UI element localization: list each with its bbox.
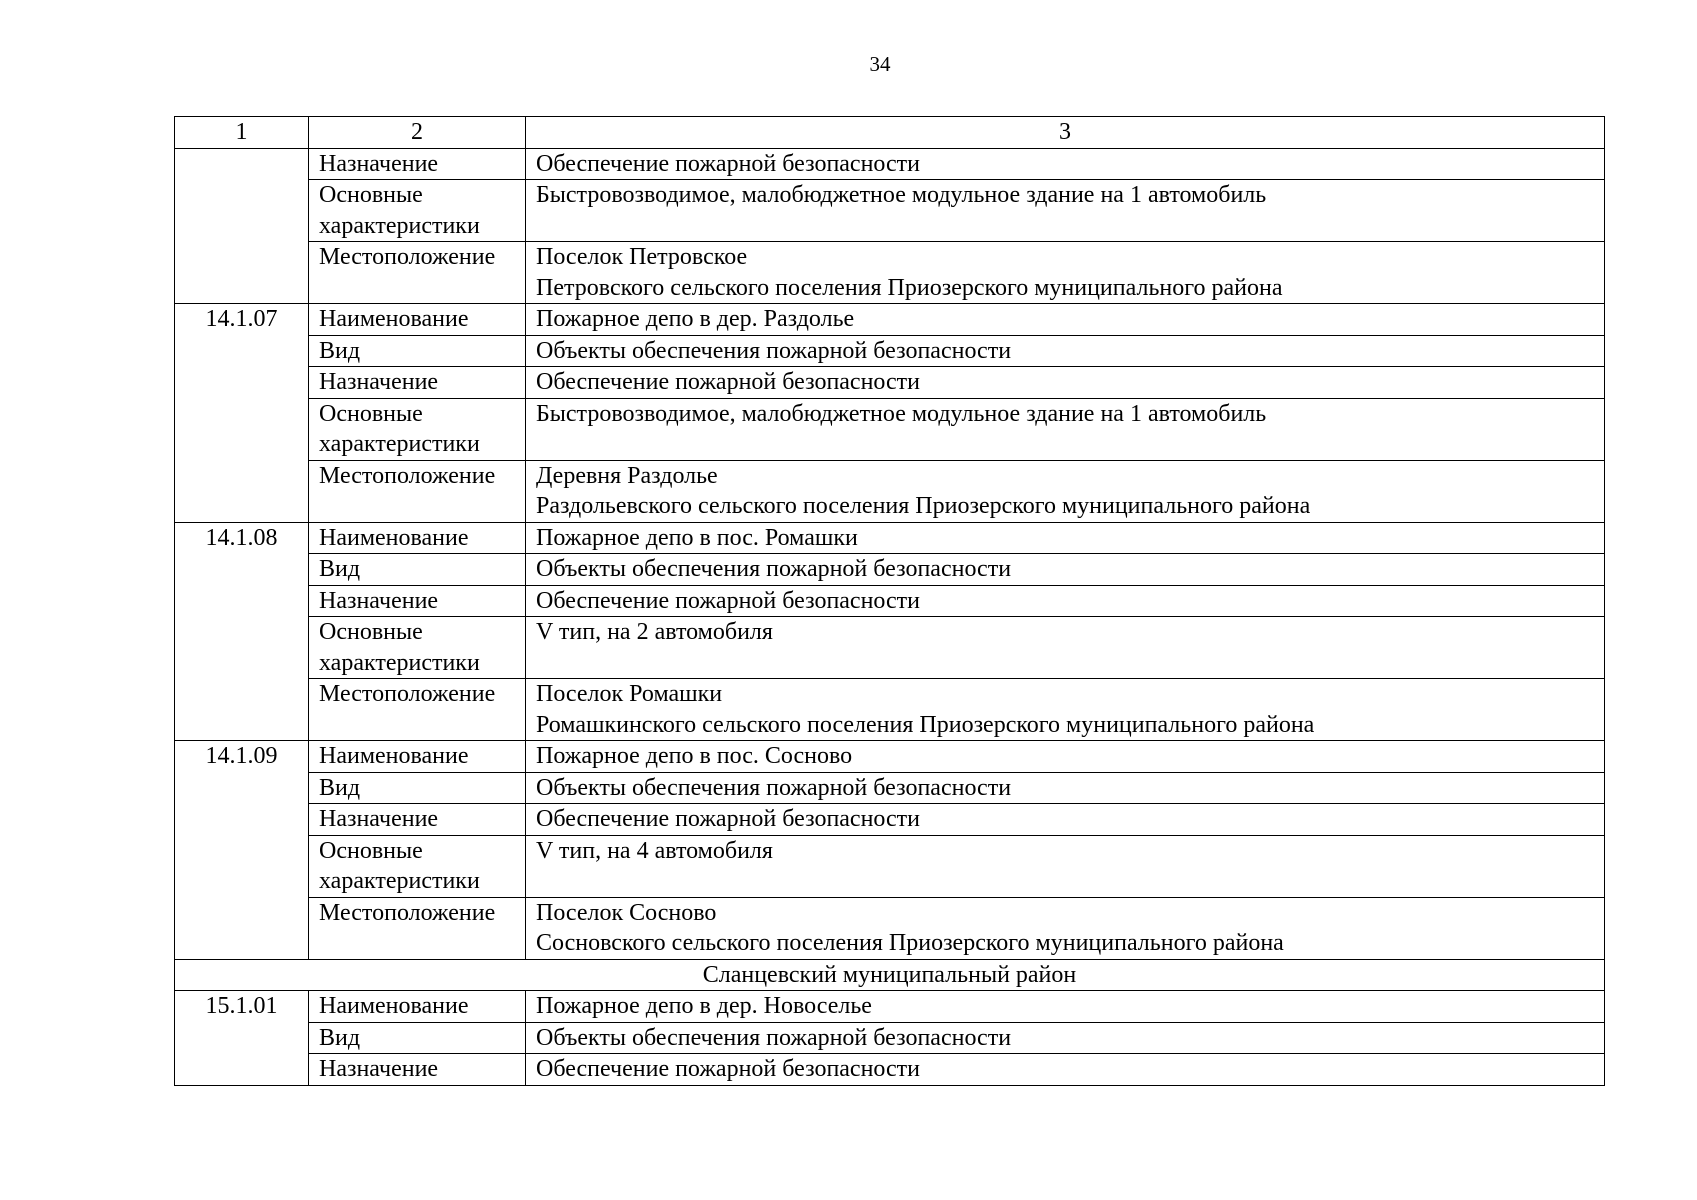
table-row	[175, 242, 1605, 304]
table-row	[175, 617, 1605, 679]
row-label: Наименование	[309, 304, 526, 336]
row-value-line: Быстровозводимое, малобюджетное модульное здание на 1 автомобиль	[536, 182, 1267, 208]
row-value	[526, 1054, 1605, 1086]
row-value	[526, 554, 1605, 586]
row-label: Наименование	[309, 991, 526, 1023]
facilities-table	[174, 116, 1605, 1086]
row-value-line: Сосновского сельского поселения Приозерского муниципального района	[536, 930, 1284, 956]
table-row	[175, 772, 1605, 804]
row-value	[526, 148, 1605, 180]
row-value	[526, 398, 1605, 460]
row-value	[526, 679, 1605, 741]
row-value	[526, 617, 1605, 679]
row-label: Местоположение	[309, 897, 526, 959]
table-row	[175, 335, 1605, 367]
row-label-line: характеристики	[319, 649, 480, 676]
row-value	[526, 772, 1605, 804]
page-number: 34	[869, 52, 891, 76]
row-value	[526, 522, 1605, 554]
row-label-line: характеристики	[319, 868, 480, 894]
row-value-line: Ромашкинского сельского поселения Приозерского муниципального района	[536, 711, 1315, 738]
row-value	[526, 741, 1605, 773]
table-row	[175, 180, 1605, 242]
table-row	[175, 148, 1605, 180]
row-value-line: Деревня Раздолье	[536, 462, 718, 489]
row-value	[526, 180, 1605, 242]
row-value-line: Обеспечение пожарной безопасности	[536, 150, 921, 177]
row-value-line: Объекты обеспечения пожарной безопасности	[536, 337, 1012, 364]
row-label: Назначение	[309, 585, 526, 617]
table-row	[175, 460, 1605, 522]
row-label: Вид	[309, 1022, 526, 1054]
row-value-line: Объекты обеспечения пожарной безопасности	[536, 774, 1012, 801]
row-value-line: V тип, на 4 автомобиля	[536, 837, 773, 864]
row-label: Местоположение	[309, 242, 526, 304]
entry-number: 14.1.08	[175, 522, 309, 741]
row-value-line: Пожарное депо в дер. Новоселье	[536, 993, 872, 1019]
row-label-line: Основные	[319, 182, 423, 208]
section-row	[175, 959, 1605, 991]
row-value-line: Поселок Сосново	[536, 899, 717, 926]
row-label: Назначение	[309, 148, 526, 180]
row-value-line: Обеспечение пожарной безопасности	[536, 587, 921, 614]
table-row	[175, 1054, 1605, 1086]
row-label-line: Основные	[319, 400, 423, 427]
table-row	[175, 522, 1605, 554]
table-row	[175, 304, 1605, 336]
row-value	[526, 804, 1605, 836]
row-value-line: Обеспечение пожарной безопасности	[536, 806, 921, 832]
row-value-line: Раздольевского сельского поселения Приозерского муниципального района	[536, 493, 1311, 519]
row-value	[526, 585, 1605, 617]
entry-number	[175, 148, 309, 304]
row-value-line: Петровского сельского поселения Приозерского муниципального района	[536, 274, 1283, 301]
row-value	[526, 242, 1605, 304]
table-row	[175, 679, 1605, 741]
table-row	[175, 991, 1605, 1023]
row-value-line: Поселок Петровское	[536, 244, 748, 270]
entry-number: 14.1.09	[175, 741, 309, 960]
column-number-1: 1	[175, 117, 309, 149]
row-label: Назначение	[309, 1054, 526, 1086]
row-value-line: Объекты обеспечения пожарной безопасности	[536, 556, 1012, 582]
table-row	[175, 398, 1605, 460]
section-title: Сланцевский муниципальный район	[175, 959, 1605, 991]
entry-number: 14.1.07	[175, 304, 309, 523]
table-body	[175, 117, 1605, 1086]
row-label	[309, 835, 526, 897]
row-value-line: Обеспечение пожарной безопасности	[536, 369, 921, 395]
table-row	[175, 554, 1605, 586]
table-row	[175, 741, 1605, 773]
row-label: Наименование	[309, 522, 526, 554]
row-label: Назначение	[309, 367, 526, 399]
row-label	[309, 617, 526, 679]
row-label	[309, 180, 526, 242]
row-label: Наименование	[309, 741, 526, 773]
row-value	[526, 1022, 1605, 1054]
table-row	[175, 804, 1605, 836]
row-value-line: V тип, на 2 автомобиля	[536, 619, 773, 645]
table-row	[175, 585, 1605, 617]
row-label: Вид	[309, 554, 526, 586]
row-label-line: характеристики	[319, 212, 480, 239]
row-value-line: Объекты обеспечения пожарной безопасности	[536, 1024, 1012, 1051]
table-row	[175, 1022, 1605, 1054]
column-number-row	[175, 117, 1605, 149]
row-label-line: Основные	[319, 619, 423, 645]
column-number-3: 3	[526, 117, 1605, 149]
row-value	[526, 460, 1605, 522]
table-row	[175, 835, 1605, 897]
row-label: Вид	[309, 335, 526, 367]
row-label: Назначение	[309, 804, 526, 836]
row-label-line: Основные	[319, 837, 423, 864]
row-value-line: Пожарное депо в дер. Раздолье	[536, 306, 855, 332]
row-value	[526, 367, 1605, 399]
table-row	[175, 367, 1605, 399]
row-value-line: Обеспечение пожарной безопасности	[536, 1056, 921, 1082]
row-value	[526, 835, 1605, 897]
table-row	[175, 897, 1605, 959]
row-label: Местоположение	[309, 679, 526, 741]
row-value-line: Пожарное депо в пос. Ромашки	[536, 524, 858, 551]
entry-number: 15.1.01	[175, 991, 309, 1086]
row-label-line: характеристики	[319, 431, 480, 457]
row-label	[309, 398, 526, 460]
row-value-line: Поселок Ромашки	[536, 681, 723, 707]
row-label: Местоположение	[309, 460, 526, 522]
row-value	[526, 304, 1605, 336]
row-value	[526, 991, 1605, 1023]
row-value	[526, 335, 1605, 367]
row-value-line: Быстровозводимое, малобюджетное модульное здание на 1 автомобиль	[536, 400, 1267, 427]
row-value-line: Пожарное депо в пос. Сосново	[536, 743, 853, 769]
row-label: Вид	[309, 772, 526, 804]
row-value	[526, 897, 1605, 959]
column-number-2: 2	[309, 117, 526, 149]
